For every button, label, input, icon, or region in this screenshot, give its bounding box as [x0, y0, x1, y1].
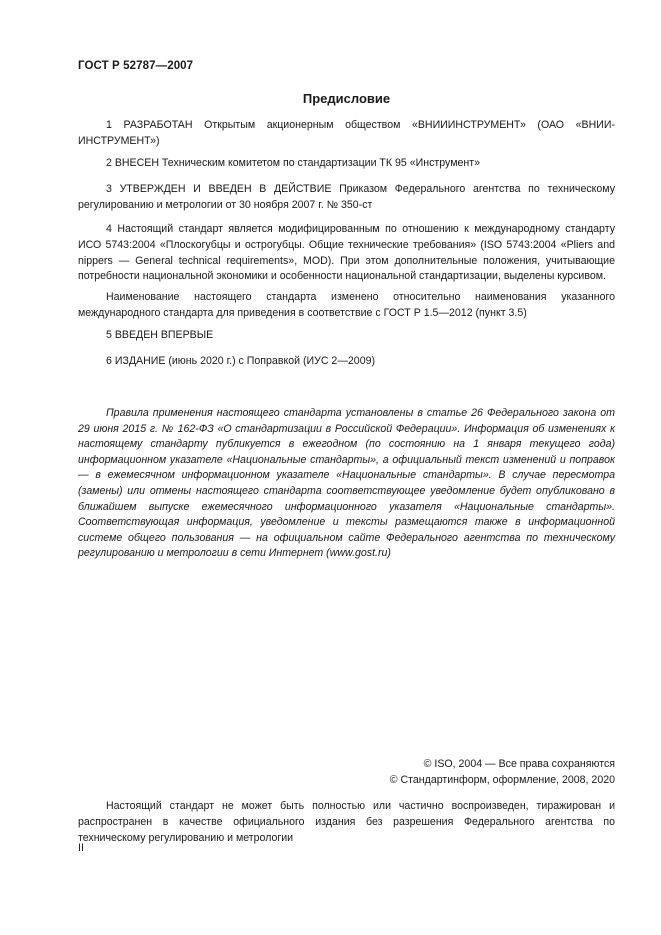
item-5-introduced: 5 ВВЕДЕН ВПЕРВЫЕ: [106, 329, 214, 341]
item-4-modified: 4 Настоящий стандарт является модифицированным по отношению к международному стандарту ИСО 5743:2004 «Плоскогубцы и острогубцы. Общие технические требования» (ISO 5743:2004 «Pliers and nippers — General technical requirements», MOD). При этом дополнительные положения, учитывающие потребности национальной экономики и особенности национальной стандартизации, выделены курсивом.: [78, 223, 615, 283]
item-2-submitted: 2 ВНЕСЕН Техническим комитетом по стандартизации ТК 95 «Инструмент»: [106, 157, 480, 169]
item-6-edition: 6 ИЗДАНИЕ (июнь 2020 г.) с Поправкой (ИУС 2—2009): [106, 355, 376, 367]
page-number: II: [78, 842, 84, 854]
item-4-name-note: Наименование настоящего стандарта изменено относительно наименования указанного международного стандарта для приведения в соответствие с ГОСТ Р 1.5—2012 (пункт 3.5): [78, 291, 615, 319]
page-title: Предисловие: [302, 91, 391, 106]
copyright-standartinform: © Стандартинформ, оформление, 2008, 2020: [389, 774, 615, 786]
document-code: ГОСТ Р 52787—2007: [78, 60, 194, 72]
reproduction-notice: Настоящий стандарт не может быть полностью или частично воспроизведен, тиражирован и распространен в качестве официального издания без разрешения Федерального агентства по техническому регулированию и метрологии: [78, 800, 615, 844]
application-rules-notice: Правила применения настоящего стандарта установлены в статье 26 Федерального закона от 29 июня 2015 г. № 162-ФЗ «О стандартизации в Российской Федерации». Информация об изменениях к настоящему стандарту публикуется в ежегодном (по состоянию на 1 января текущего года) информационном указателе «Национальные стандарты», а официальный текст изменений и поправок — в ежемесячном информационном указателе «Национальные стандарты». В случае пересмотра (замены) или отмены настоящего стандарта соответствующее уведомление будет опубликовано в ближайшем выпуске ежемесячного информационного указателя «Национальные стандарты». Соответствующая информация, уведомление и тексты размещаются также в информационной системе общего пользования — на официальном сайте Федерального агентства по техническому регулированию и метрологии в сети Интернет (www.gost.ru): [78, 407, 615, 560]
item-3-approved: 3 УТВЕРЖДЕН И ВВЕДЕН В ДЕЙСТВИЕ Приказом Федерального агентства по техническому регулированию и метрологии от 30 ноября 2007 г. № 350-ст: [78, 183, 615, 211]
copyright-iso: © ISO, 2004 — Все права сохраняются: [423, 758, 615, 770]
item-1-developed: 1 РАЗРАБОТАН Открытым акционерным обществом «ВНИИИНСТРУМЕНТ» (ОАО «ВНИИ-ИНСТРУМЕНТ»): [78, 119, 615, 147]
